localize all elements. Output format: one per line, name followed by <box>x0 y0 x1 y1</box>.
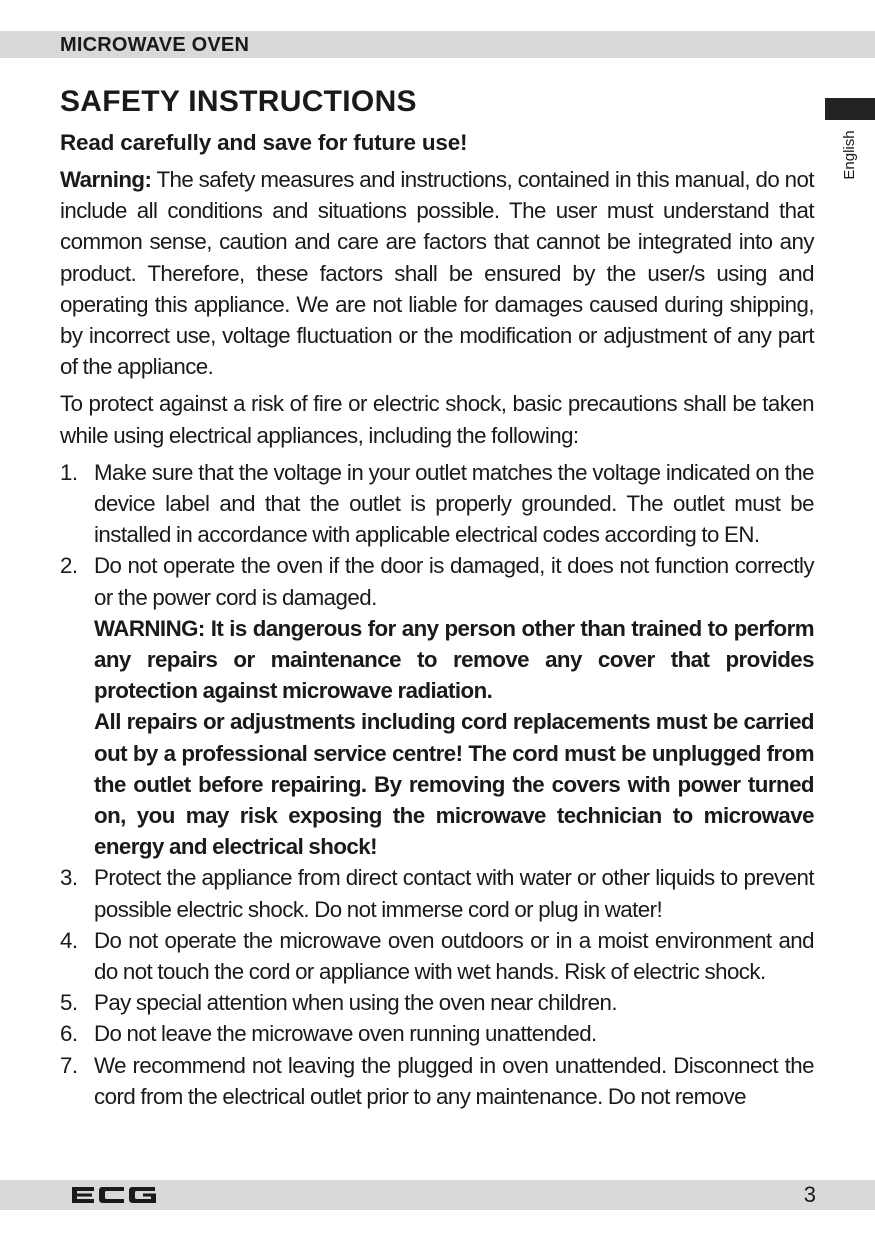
list-item-number: 2. <box>60 553 78 579</box>
list-item-text: Do not operate the microwave oven outdoors or in a moist environment and do not touch the cord or appliance with wet hands. Risk of electric shock. <box>94 927 814 985</box>
radiation-warning: WARNING: It is dangerous for any person other than trained to perform any repairs or maintenance to remove any cover that provides protection against microwave radiation. <box>94 615 814 704</box>
list-item <box>60 1018 814 1049</box>
list-item-text: Make sure that the voltage in your outlet matches the voltage indicated on the device label and that the outlet is properly grounded. The outlet must be installed in accordance with applicable electrical codes according to EN. <box>94 459 814 548</box>
intro-paragraph: To protect against a risk of fire or electric shock, basic precautions shall be taken while using electrical appliances, including the following: <box>60 391 814 448</box>
language-tab-marker <box>825 98 875 120</box>
page-title: SAFETY INSTRUCTIONS <box>60 85 417 118</box>
warning-paragraph <box>60 164 814 382</box>
list-item-text: Pay special attention when using the oven near children. <box>94 990 617 1016</box>
list-item-number: 4. <box>60 927 78 953</box>
list-item-number: 3. <box>60 865 78 891</box>
subheading: Read carefully and save for future use! <box>60 130 468 155</box>
list-item <box>60 457 814 551</box>
list-item <box>60 862 814 924</box>
list-item-text: Protect the appliance from direct contact with water or other liquids to prevent possible electric shock. Do not immerse cord or plug in water! <box>94 865 814 922</box>
list-item-text: Do not leave the microwave oven running unattended. <box>94 1021 597 1047</box>
document-header-title: MICROWAVE OVEN <box>60 34 250 56</box>
list-item-number: 6. <box>60 1021 78 1047</box>
list-item <box>60 987 814 1018</box>
page-number: 3 <box>803 1182 816 1207</box>
list-item-text: We recommend not leaving the plugged in oven unattended. Disconnect the cord from the electrical outlet prior to any maintenance. Do not remove <box>94 1052 814 1109</box>
list-item-number: 5. <box>60 990 78 1016</box>
warning-label: Warning: <box>60 167 152 192</box>
warning-text: The safety measures and instructions, contained in this manual, do not include all conditions and situations possible. The user must understand that common sense, caution and care are factors that cannot be integrated into any product. Therefore, these factors shall be ensured by the user/s using and operating this appliance. We are not liable for damages caused during shipping, by incorrect use, voltage fluctuation or the modification or adjustment of any part of the appliance. <box>60 167 814 380</box>
safety-list <box>60 457 814 1112</box>
list-item <box>60 1050 814 1112</box>
repair-warning: All repairs or adjustments including cord replacements must be carried out by a professional service centre! The cord must be unplugged from the outlet before repairing. By removing the covers with power turned on, you may risk exposing the microwave technician to microwave energy and electrical shock! <box>94 709 814 860</box>
list-item-number: 7. <box>60 1052 78 1078</box>
list-item <box>60 550 814 862</box>
ecg-logo-icon <box>70 1184 160 1206</box>
main-content <box>60 82 814 1112</box>
list-item-text: Do not operate the oven if the door is damaged, it does not function correctly or the power cord is damaged. <box>94 553 814 610</box>
list-item <box>60 925 814 987</box>
logo-text <box>0 0 1 1</box>
list-item-number: 1. <box>60 459 78 485</box>
language-label: English <box>841 130 858 180</box>
